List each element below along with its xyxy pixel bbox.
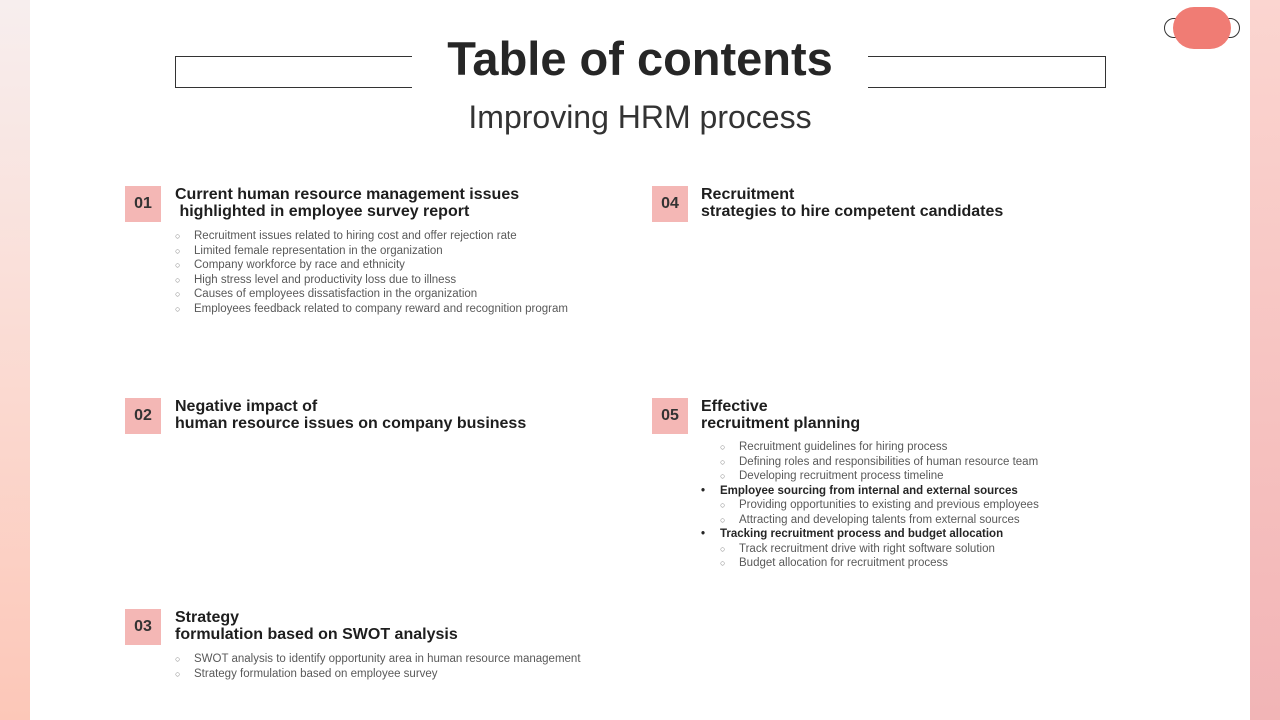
section-number-02: 02 [125,398,161,434]
page-subtitle: Improving HRM process [468,99,812,135]
section-number-04: 04 [652,186,688,222]
section-title-04[interactable]: Recruitment strategies to hire competent candidates [701,186,1004,220]
section-number-05: 05 [652,398,688,434]
list-item: ○ Limited female representation in the organization [175,244,568,259]
section-number-03: 03 [125,609,161,645]
section-title-05[interactable]: Effective recruitment planning [701,398,861,432]
section-title-02[interactable]: Negative impact of human resource issues on company business [175,398,527,432]
list-item: ○ SWOT analysis to identify opportunity area in human resource management [175,652,581,667]
list-item: ○ Track recruitment drive with right software solution [701,542,1039,557]
list-item: ○ Employees feedback related to company reward and recognition program [175,302,568,317]
list-item: ○ Company workforce by race and ethnicity [175,258,568,273]
list-item: ○ Providing opportunities to existing and previous employees [701,498,1039,513]
section-number-01: 01 [125,186,161,222]
section-title-01[interactable]: Current human resource management issues highlighted in employee survey report [175,186,520,220]
list-item: ○ Budget allocation for recruitment process [701,556,1039,571]
list-item: ○ Attracting and developing talents from external sources [701,513,1039,528]
list-item: ○ Recruitment guidelines for hiring process [701,440,1039,455]
list-item: ○ Developing recruitment process timeline [701,469,1039,484]
section-items-03 [175,652,581,681]
section-items-05 [701,440,1039,571]
list-item: ○ Recruitment issues related to hiring cost and offer rejection rate [175,229,568,244]
page-title: Table of contents [447,32,833,85]
list-item: ○ Causes of employees dissatisfaction in the organization [175,287,568,302]
list-item: • Tracking recruitment process and budget allocation [701,527,1039,542]
list-item: ○ Defining roles and responsibilities of human resource team [701,455,1039,470]
section-items-01 [175,229,568,316]
list-item: ○ High stress level and productivity loss due to illness [175,273,568,288]
list-item: • Employee sourcing from internal and external sources [701,484,1039,499]
list-item: ○ Strategy formulation based on employee survey [175,667,581,682]
section-title-03[interactable]: Strategy formulation based on SWOT analysis [175,609,458,643]
